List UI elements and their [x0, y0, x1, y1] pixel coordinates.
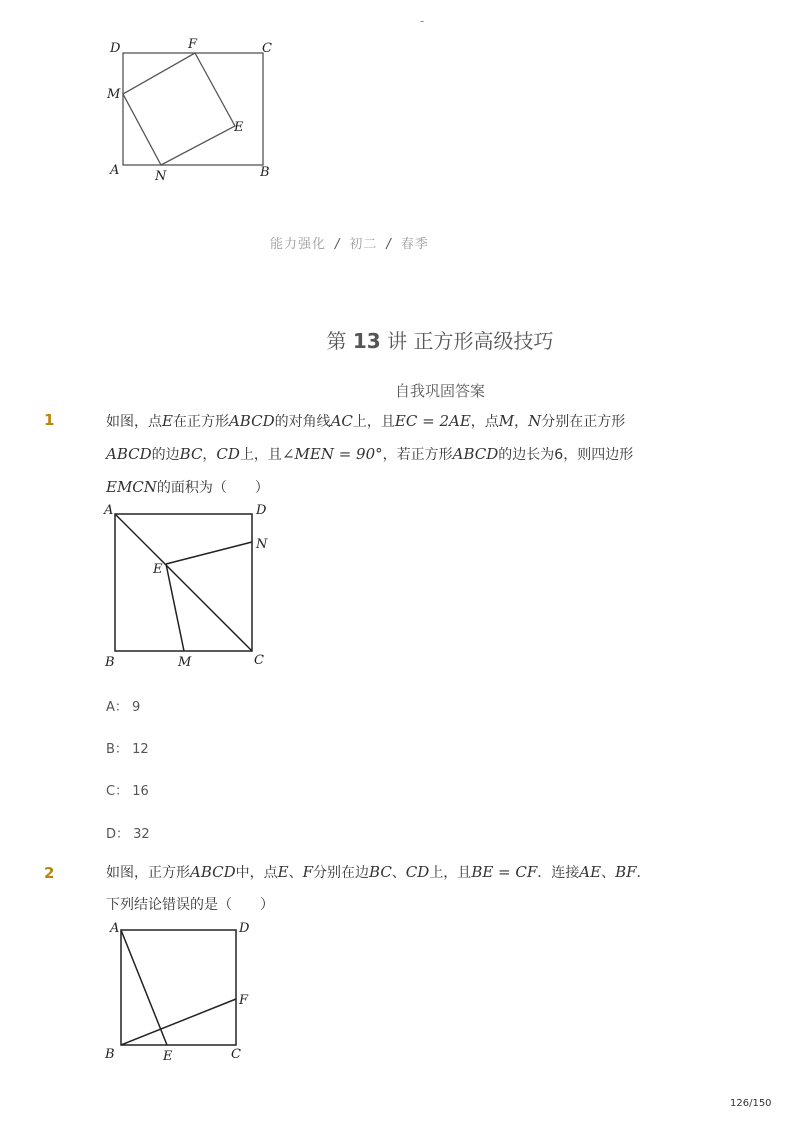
label-E: E: [234, 120, 244, 135]
label-A: A: [110, 163, 120, 178]
text-run: 如图，正方形: [106, 865, 190, 881]
math-expression: BC: [369, 863, 392, 881]
label-B: B: [105, 655, 115, 670]
label-E: E: [163, 1049, 173, 1064]
segment-bf: [121, 999, 236, 1045]
text-run: 的边: [151, 447, 180, 463]
lecture-number: 13: [352, 329, 381, 353]
text-run: 上，且: [239, 447, 282, 463]
text-run: 在正方形: [172, 414, 229, 430]
text-run: 下列结论错误的是（ ）: [106, 897, 274, 913]
label-F: F: [239, 993, 249, 1008]
text-run: ．: [636, 865, 651, 881]
text-run: 如图，点: [106, 414, 162, 430]
label-C: C: [231, 1047, 241, 1062]
math-expression: ABCD: [452, 445, 499, 463]
breadcrumb: [270, 233, 429, 252]
question-2-number: 2: [44, 864, 55, 882]
segment-en: [166, 542, 252, 564]
breadcrumb-separator: /: [386, 237, 392, 252]
math-expression: ABCD: [190, 863, 236, 881]
diagonal-ac: [115, 514, 252, 651]
label-D: D: [239, 921, 250, 936]
label-M: M: [178, 655, 192, 670]
option-a[interactable]: [106, 696, 140, 715]
option-d[interactable]: [106, 823, 150, 842]
inner-square: [123, 53, 235, 165]
math-expression: BE = CF: [471, 863, 538, 881]
text-run: ，: [514, 414, 529, 430]
math-expression: AC: [330, 412, 353, 430]
text-run: 分别在正方形: [541, 414, 626, 430]
math-expression: BC: [179, 445, 203, 463]
section-title: 自我巩固答案: [394, 382, 485, 400]
label-D: D: [110, 41, 121, 56]
lecture-title: [0, 325, 800, 354]
figure-question-2: [100, 918, 260, 1068]
label-N: N: [256, 537, 268, 552]
math-expression: EMCN: [106, 478, 157, 496]
top-mark: -: [420, 14, 425, 28]
label-A: A: [104, 503, 114, 518]
label-B: B: [260, 165, 270, 180]
math-expression: ∠MEN = 90°: [281, 445, 383, 463]
option-value: 16: [132, 784, 149, 799]
text-run: 、: [288, 865, 303, 881]
question-1-line: [106, 405, 766, 438]
option-value: 32: [133, 827, 150, 842]
label-E: E: [153, 562, 163, 577]
breadcrumb-course: 能力强化: [270, 237, 327, 252]
label-B: B: [105, 1047, 115, 1062]
text-run: 的边长为6，则四边形: [498, 447, 634, 463]
option-value: 12: [132, 742, 149, 757]
math-expression: EC = 2AE: [394, 412, 471, 430]
text-run: ，若正方形: [382, 447, 453, 463]
math-expression: M: [498, 412, 515, 430]
math-expression: E: [277, 863, 289, 881]
math-expression: CD: [216, 445, 240, 463]
option-value: 9: [132, 700, 141, 715]
label-F: F: [188, 37, 198, 52]
text-run: 中，点: [235, 865, 278, 881]
lecture-prefix: 第: [326, 329, 347, 353]
math-expression: CD: [405, 863, 430, 881]
text-run: ．连接: [537, 865, 580, 881]
math-expression: ABCD: [106, 445, 152, 463]
text-run: 上，且: [352, 414, 395, 430]
segment-em: [166, 564, 184, 651]
text-run: 分别在边: [313, 865, 370, 881]
text-run: 上，且: [429, 865, 472, 881]
page-number: 126/150: [730, 1098, 772, 1109]
breadcrumb-separator: /: [335, 237, 341, 252]
label-N: N: [155, 169, 167, 184]
figure-question-1: [100, 500, 275, 672]
math-expression: F: [302, 863, 314, 881]
question-2-text: [106, 856, 766, 921]
figure-inscribed-square: [100, 36, 290, 186]
breadcrumb-term: 春季: [400, 237, 429, 252]
math-expression: E: [162, 412, 173, 430]
text-run: ，: [202, 447, 217, 463]
question-1-text: [106, 405, 766, 504]
math-expression: N: [528, 412, 542, 430]
question-1-line: [106, 438, 766, 471]
question-2-line: [106, 889, 766, 921]
segment-ae: [121, 930, 167, 1045]
question-1-number: 1: [44, 411, 55, 429]
option-c[interactable]: [106, 780, 149, 799]
option-b[interactable]: [106, 738, 149, 757]
option-letter: B：: [106, 742, 128, 757]
math-expression: AE: [579, 863, 602, 881]
text-run: 的面积为（ ）: [156, 480, 269, 496]
label-D: D: [256, 503, 267, 518]
option-letter: C：: [106, 784, 129, 799]
math-expression: BF: [615, 863, 637, 881]
option-letter: A：: [106, 700, 128, 715]
breadcrumb-grade: 初二: [349, 237, 378, 252]
label-M: M: [107, 87, 121, 102]
math-expression: ABCD: [228, 412, 275, 430]
text-run: 、: [601, 865, 616, 881]
label-A: A: [110, 921, 120, 936]
text-run: ，点: [470, 414, 499, 430]
option-letter: D：: [106, 827, 130, 842]
question-2-line: [106, 856, 766, 889]
lecture-suffix: 讲 正方形高级技巧: [387, 329, 554, 353]
text-run: 的对角线: [274, 414, 331, 430]
text-run: 、: [391, 865, 406, 881]
square-abcd: [121, 930, 236, 1045]
label-C: C: [254, 653, 264, 668]
label-C: C: [262, 41, 272, 56]
